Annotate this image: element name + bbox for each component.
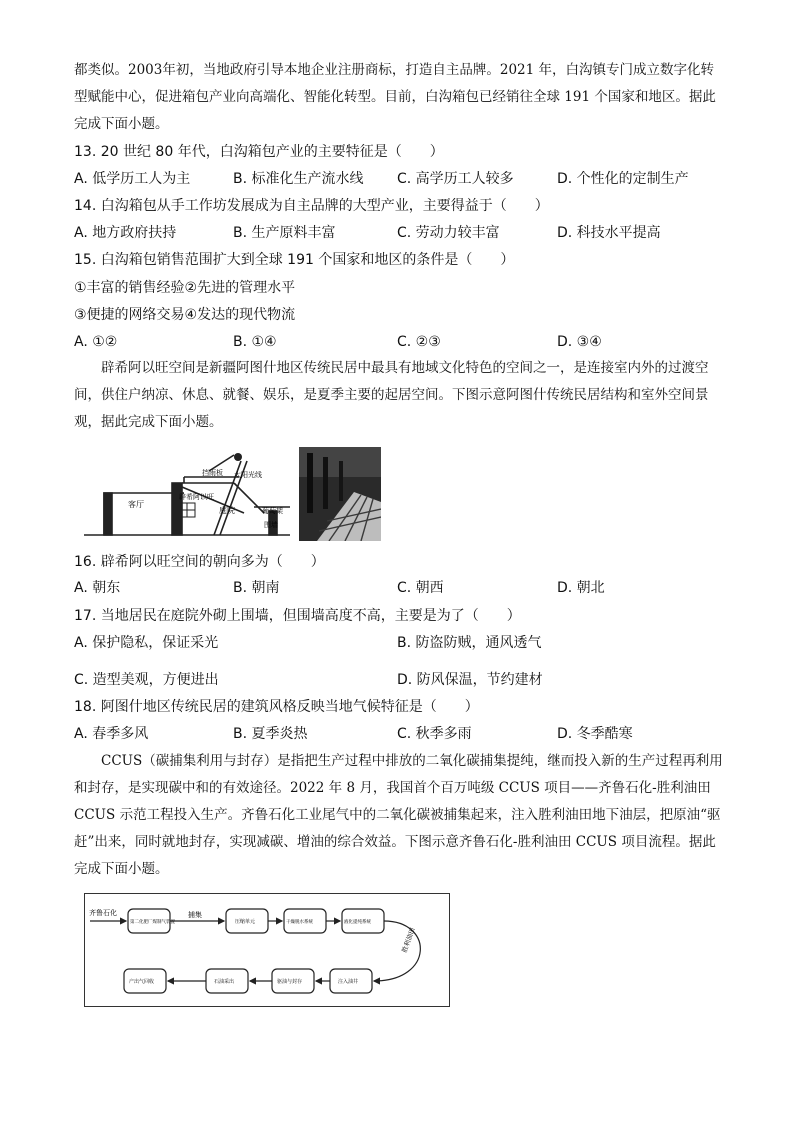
question-18-stem: 18. 阿图什地区传统民居的建筑风格反映当地气候特征是（ ）: [74, 699, 479, 715]
q14-option-c[interactable]: C. 劳动力较丰富: [397, 225, 500, 241]
q16-option-b[interactable]: B. 朝南: [233, 580, 280, 596]
q15-option-d[interactable]: D. ③④: [557, 334, 602, 350]
question-15-stem: 15. 白沟箱包销售范围扩大到全球 191 个国家和地区的条件是（ ）: [74, 252, 515, 268]
flow-box-2: 压缩单元: [235, 919, 256, 925]
flow-box-4: 液化提纯系统: [344, 920, 371, 925]
passage-2: 辟希阿以旺空间是新疆阿图什地区传统民居中最具有地域文化特色的空间之一，是连接室内外的过渡空间，供住户纳凉、休息、就餐、娱乐，是夏季主要的起居空间。下图示意阿图什传统民居结构和室外空间景观，据此完成下面小题。: [74, 360, 709, 430]
q14-option-a[interactable]: A. 地方政府扶持: [74, 225, 177, 241]
q18-option-b[interactable]: B. 夏季炎热: [233, 726, 308, 742]
passage-1-tail: 都类似。2003年初，当地政府引导本地企业注册商标，打造自主品牌。2021 年，白沟镇专门成立数字化转型赋能中心，促进箱包产业向高端化、智能化转型。目前，白沟箱包已经销往全球 191 个国家和地区。据此完成下面小题。: [74, 62, 716, 132]
label-sun-ray: 太阳光线: [234, 471, 262, 479]
house-section-diagram: [84, 447, 290, 541]
q15-option-c[interactable]: C. ②③: [397, 334, 441, 350]
q15-statements-1: ①丰富的销售经验②先进的管理水平: [74, 280, 296, 296]
label-qilu-petrochemical: 齐鲁石化: [89, 909, 117, 917]
label-shengli-oilfield: 胜利油田: [400, 926, 417, 954]
label-capture: 捕集: [188, 911, 202, 919]
question-14-stem: 14. 白沟箱包从手工作坊发展成为自主品牌的大型产业，主要得益于（ ）: [74, 198, 549, 214]
q17-option-c[interactable]: C. 造型美观，方便进出: [74, 672, 219, 688]
label-shade-board: 挡雨板: [202, 469, 223, 477]
q16-option-c[interactable]: C. 朝西: [397, 580, 444, 596]
q13-option-b[interactable]: B. 标准化生产流水线: [233, 171, 364, 187]
courtyard-photo: [299, 447, 381, 541]
flow-box-6: 驱油与封存: [277, 979, 303, 985]
q14-option-d[interactable]: D. 科技水平提高: [557, 225, 661, 241]
label-grape-trellis: 葡萄架: [262, 507, 283, 515]
flow-box-5: 注入油井: [338, 979, 359, 985]
question-13-stem: 13. 20 世纪 80 年代，白沟箱包产业的主要特征是（ ）: [74, 144, 444, 160]
q16-option-a[interactable]: A. 朝东: [74, 580, 121, 596]
q14-option-b[interactable]: B. 生产原料丰富: [233, 225, 336, 241]
q18-option-d[interactable]: D. 冬季酷寒: [557, 726, 633, 742]
q16-option-d[interactable]: D. 朝北: [557, 580, 605, 596]
question-17-stem: 17. 当地居民在庭院外砌上围墙，但围墙高度不高，主要是为了（ ）: [74, 608, 521, 624]
label-pixiaiyiwang: 辟希阿以旺: [179, 493, 214, 501]
passage-3: CCUS（碳捕集利用与封存）是指把生产过程中排放的二氧化碳捕集提纯，继而投入新的生产过程再利用和封存，是实现碳中和的有效途径。2022 年 8 月，我国首个百万吨级 CCUS 项目——齐鲁石化-胜利油田 CCUS 示范工程投入生产。齐鲁石化工业尾气中的二氧化碳被捕集起来，注入胜利油田地下油层，把原油“驱赶”出来，同时就地封存，实现减碳、增油的综合效益。下图示意齐鲁石化-胜利油田 CCUS 项目流程。据此完成下面小题。: [74, 753, 723, 877]
q15-option-b[interactable]: B. ①④: [233, 334, 277, 350]
ccus-flow-diagram: [84, 893, 450, 1007]
q13-option-a[interactable]: A. 低学历工人为主: [74, 171, 191, 187]
flow-box-1: 第二化肥厂煤制气装置: [130, 920, 175, 925]
label-courtyard: 庭院: [219, 506, 235, 515]
flow-box-8: 产出气回收: [129, 979, 155, 985]
sun-icon: [234, 453, 242, 461]
q17-option-d[interactable]: D. 防风保温，节约建材: [397, 672, 543, 688]
q13-option-c[interactable]: C. 高学历工人较多: [397, 171, 514, 187]
q18-option-a[interactable]: A. 春季多风: [74, 726, 149, 742]
q17-option-b[interactable]: B. 防盗防贼，通风透气: [397, 635, 542, 651]
label-wall: 围墙: [264, 521, 278, 529]
q17-option-a[interactable]: A. 保护隐私，保证采光: [74, 635, 219, 651]
question-16-stem: 16. 辟希阿以旺空间的朝向多为（ ）: [74, 554, 325, 570]
q18-option-c[interactable]: C. 秋季多雨: [397, 726, 472, 742]
flow-box-3: 干燥脱水系统: [286, 920, 313, 925]
label-living-room: 客厅: [128, 500, 144, 509]
q13-option-d[interactable]: D. 个性化的定制生产: [557, 171, 689, 187]
flow-box-7: 石油采出: [214, 979, 235, 985]
q15-statements-2: ③便捷的网络交易④发达的现代物流: [74, 307, 296, 323]
q15-option-a[interactable]: A. ①②: [74, 334, 118, 350]
